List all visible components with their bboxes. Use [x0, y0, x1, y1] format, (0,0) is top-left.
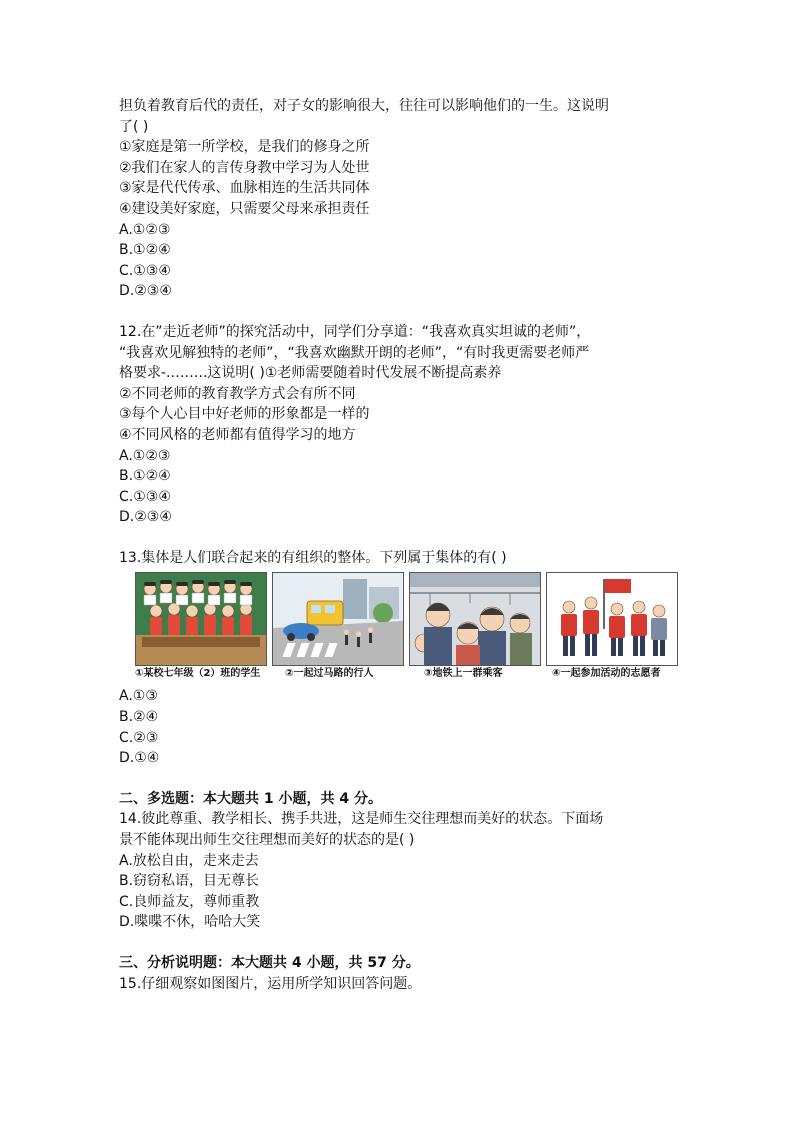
- spacer: [119, 769, 679, 789]
- q13-image-strip: [135, 572, 679, 666]
- q12-option-b: B.①②④: [119, 468, 171, 485]
- q12-stem-line-2: “我喜欢见解独特的老师”，“我喜欢幽默开朗的老师”，“有时我更需要老师严: [119, 344, 590, 361]
- question-13: [119, 548, 679, 769]
- q11-item: ④建设美好家庭，只需要父母来承担责任: [119, 200, 370, 217]
- q14-option-a: A.放松自由，走来走去: [119, 852, 259, 869]
- spacer: [119, 933, 679, 953]
- q11-stem-line-1: 担负着教育后代的责任，对子女的影响很大，往往可以影响他们的一生。这说明: [119, 98, 609, 114]
- q14-option-d: D.喋喋不休，哈哈大笑: [119, 914, 261, 931]
- q13-option-c: C.②③: [119, 729, 159, 746]
- q13-image-captions: [135, 666, 670, 682]
- caption-2: ②一起过马路的行人: [285, 668, 374, 680]
- pedestrians-crossing-illustration: [272, 572, 404, 666]
- q14-option-c: C.良师益友，尊师重教: [119, 893, 260, 910]
- q11-option-d: D.②③④: [119, 283, 172, 300]
- spacer: [119, 528, 679, 548]
- subway-passengers-illustration: [409, 572, 541, 666]
- question-11: [119, 96, 679, 302]
- caption-3: ③地铁上一群乘客: [424, 668, 503, 680]
- q11-stem-line-2: 了( ): [119, 118, 149, 135]
- q13-stem: 13.集体是人们联合起来的有组织的整体。下列属于集体的有( ): [119, 549, 507, 566]
- q11-item: ②我们在家人的言传身教中学习为人处世: [119, 159, 370, 176]
- q12-item: ②不同老师的教育教学方式会有所不同: [119, 385, 356, 402]
- section-2-heading: 二、多选题：本大题共 1 小题，共 4 分。: [119, 790, 382, 807]
- section-analysis: [119, 953, 679, 994]
- caption-4: ④一起参加活动的志愿者: [552, 668, 661, 680]
- caption-1: ①某校七年级（2）班的学生: [135, 668, 261, 680]
- q14-stem-line-2: 景不能体现出师生交往理想而美好的状态的是( ): [119, 832, 415, 849]
- q11-option-c: C.①③④: [119, 262, 171, 279]
- section-multiple-choice: [119, 789, 679, 933]
- exam-page: [119, 96, 679, 994]
- q11-item: ①家庭是第一所学校，是我们的修身之所: [119, 139, 370, 156]
- section-3-heading: 三、分析说明题：本大题共 4 小题，共 57 分。: [119, 955, 420, 971]
- q11-item: ③家是代代传承、血脉相连的生活共同体: [119, 180, 370, 197]
- q13-option-d: D.①④: [119, 750, 160, 767]
- q15-stem: 15.仔细观察如图图片，运用所学知识回答问题。: [119, 975, 422, 992]
- volunteers-illustration: [546, 572, 678, 666]
- q12-stem-line-3: 格要求-.……..这说明( )①老师需要随着时代发展不断提高素养: [119, 365, 502, 382]
- question-12: [119, 322, 679, 528]
- q11-option-a: A.①②③: [119, 221, 171, 238]
- q14-option-b: B.窃窃私语，目无尊长: [119, 873, 260, 890]
- class-students-illustration: [135, 572, 267, 666]
- q12-option-a: A.①②③: [119, 447, 171, 464]
- q12-item: ③每个人心目中好老师的形象都是一样的: [119, 406, 370, 423]
- q14-stem-line-1: 14.彼此尊重、教学相长、携手共进，这是师生交往理想而美好的状态。下面场: [119, 811, 604, 828]
- q12-option-d: D.②③④: [119, 509, 172, 526]
- q11-option-b: B.①②④: [119, 242, 171, 259]
- q12-stem-line-1: 12.在”走近老师”的探究活动中，同学们分享道：“我喜欢真实坦诚的老师”，: [119, 323, 591, 340]
- q13-option-b: B.②④: [119, 709, 159, 726]
- q12-item: ④不同风格的老师都有值得学习的地方: [119, 426, 356, 443]
- q12-option-c: C.①③④: [119, 488, 171, 505]
- spacer: [119, 302, 679, 322]
- q13-option-a: A.①③: [119, 688, 158, 705]
